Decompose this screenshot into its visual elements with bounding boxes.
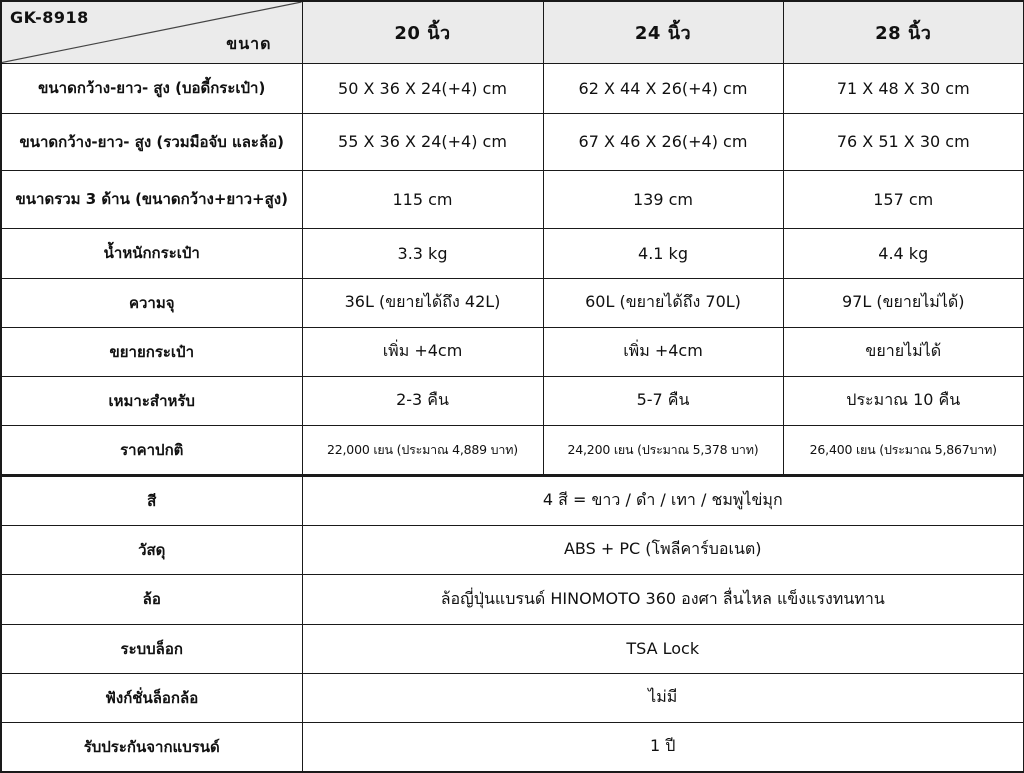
value-all-sizes: ไม่มี — [302, 673, 1024, 722]
row-label: ขนาดรวม 3 ด้าน (ขนาดกว้าง+ยาว+สูง) — [1, 170, 302, 228]
row-label: ระบบล็อก — [1, 624, 302, 673]
value-28: 71 X 48 X 30 cm — [783, 63, 1024, 113]
size-label: ขนาด — [226, 33, 272, 53]
value-24: 4.1 kg — [543, 228, 783, 278]
row-expansion — [1, 327, 1024, 376]
row-body-dimensions — [1, 63, 1024, 113]
value-20: 3.3 kg — [302, 228, 543, 278]
price-24: 24,200 เยน (ประมาณ 5,378 บาท) — [543, 425, 783, 475]
row-label: ความจุ — [1, 278, 302, 327]
corner-header-cell — [1, 1, 302, 63]
row-label: น้ำหนักกระเป๋า — [1, 228, 302, 278]
row-weight — [1, 228, 1024, 278]
row-label: ขยายกระเป๋า — [1, 327, 302, 376]
value-24: 60L (ขยายได้ถึง 70L) — [543, 278, 783, 327]
row-regular-price — [1, 425, 1024, 475]
row-label: ล้อ — [1, 574, 302, 624]
value-24: 67 X 46 X 26(+4) cm — [543, 113, 783, 170]
value-20: 2-3 คืน — [302, 376, 543, 425]
row-label: ขนาดกว้าง-ยาว- สูง (บอดี้กระเป๋า) — [1, 63, 302, 113]
row-label: รับประกันจากแบรนด์ — [1, 722, 302, 772]
row-wheel-lock — [1, 673, 1024, 722]
row-total-dimensions — [1, 113, 1024, 170]
value-20: เพิ่ม +4cm — [302, 327, 543, 376]
row-colors — [1, 475, 1024, 525]
row-label: สี — [1, 475, 302, 525]
value-all-sizes: 4 สี = ขาว / ดำ / เทา / ชมพูไข่มุก — [302, 475, 1024, 525]
value-28: ขยายไม่ได้ — [783, 327, 1024, 376]
size-header-28: 28 นิ้ว — [783, 1, 1024, 63]
value-20: 50 X 36 X 24(+4) cm — [302, 63, 543, 113]
value-all-sizes: ล้อญี่ปุ่นแบรนด์ HINOMOTO 360 องศา ลื่นไหล แข็งแรงทนทาน — [302, 574, 1024, 624]
row-warranty — [1, 722, 1024, 772]
row-label: ราคาปกติ — [1, 425, 302, 475]
value-24: เพิ่ม +4cm — [543, 327, 783, 376]
value-20: 36L (ขยายได้ถึง 42L) — [302, 278, 543, 327]
value-28: ประมาณ 10 คืน — [783, 376, 1024, 425]
value-28: 157 cm — [783, 170, 1024, 228]
row-linear-size — [1, 170, 1024, 228]
row-label: ขนาดกว้าง-ยาว- สูง (รวมมือจับ และล้อ) — [1, 113, 302, 170]
header-row — [1, 1, 1024, 63]
size-header-20: 20 นิ้ว — [302, 1, 543, 63]
value-24: 139 cm — [543, 170, 783, 228]
size-header-24: 24 นิ้ว — [543, 1, 783, 63]
value-20: 55 X 36 X 24(+4) cm — [302, 113, 543, 170]
value-28: 4.4 kg — [783, 228, 1024, 278]
value-all-sizes: 1 ปี — [302, 722, 1024, 772]
row-wheels — [1, 574, 1024, 624]
value-all-sizes: TSA Lock — [302, 624, 1024, 673]
row-label: เหมาะสำหรับ — [1, 376, 302, 425]
value-28: 97L (ขยายไม่ได้) — [783, 278, 1024, 327]
row-lock-system — [1, 624, 1024, 673]
value-all-sizes: ABS + PC (โพลีคาร์บอเนต) — [302, 525, 1024, 574]
row-capacity — [1, 278, 1024, 327]
row-suitable-for — [1, 376, 1024, 425]
value-24: 5-7 คืน — [543, 376, 783, 425]
price-20: 22,000 เยน (ประมาณ 4,889 บาท) — [302, 425, 543, 475]
row-label: วัสดุ — [1, 525, 302, 574]
row-material — [1, 525, 1024, 574]
price-28: 26,400 เยน (ประมาณ 5,867บาท) — [783, 425, 1024, 475]
row-label: ฟังก์ชั่นล็อกล้อ — [1, 673, 302, 722]
model-code: GK-8918 — [10, 8, 89, 27]
value-20: 115 cm — [302, 170, 543, 228]
value-24: 62 X 44 X 26(+4) cm — [543, 63, 783, 113]
value-28: 76 X 51 X 30 cm — [783, 113, 1024, 170]
